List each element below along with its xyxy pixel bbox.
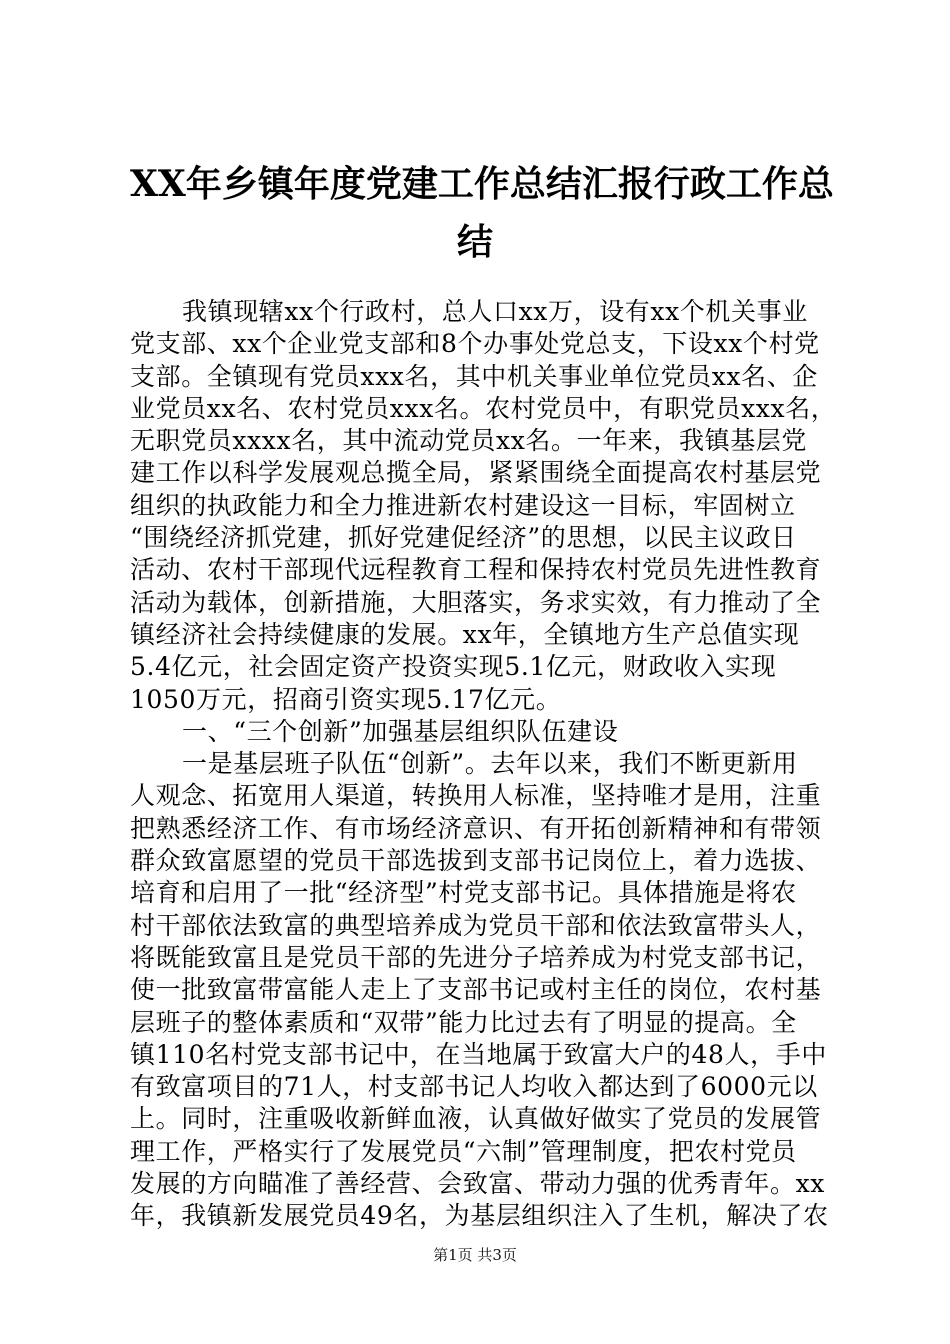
body-line: 组织的执政能力和全力推进新农村建设这一目标，牢固树立 bbox=[130, 490, 796, 520]
body-line: 群众致富愿望的党员干部选拔到支部书记岗位上，着力选拔、 bbox=[130, 846, 822, 876]
body-line: 无职党员xxxx名，其中流动党员xx名。一年来，我镇基层党 bbox=[130, 426, 807, 456]
body-line: 1050万元，招商引资实现5.17亿元。 bbox=[130, 684, 562, 714]
body-line: 培育和启用了一批“经济型”村党支部书记。具体措施是将农 bbox=[130, 878, 797, 908]
body-line: 人观念、拓宽用人渠道，转换用人标准，坚持唯才是用，注重 bbox=[130, 781, 822, 811]
body-line: 把熟悉经济工作、有市场经济意识、有开拓创新精神和有带领 bbox=[130, 813, 822, 843]
body-line: 建工作以科学发展观总揽全局，紧紧围绕全面提高农村基层党 bbox=[130, 458, 822, 488]
body-line: 镇经济社会持续健康的发展。xx年，全镇地方生产总值实现 bbox=[130, 619, 800, 649]
body-line: 有致富项目的71人，村支部书记人均收入都达到了6000元以 bbox=[130, 1072, 818, 1102]
body-line: 镇110名村党支部书记中，在当地属于致富大户的48人，手中 bbox=[130, 1039, 827, 1069]
body-line: 将既能致富且是党员干部的先进分子培养成为村党支部书记， bbox=[130, 942, 822, 972]
body-line: 上。同时，注重吸收新鲜血液，认真做好做实了党员的发展管 bbox=[130, 1104, 822, 1134]
body-line: 党支部、xx个企业党支部和8个办事处党总支，下设xx个村党 bbox=[130, 329, 820, 359]
page-number: 第1页 共3页 bbox=[433, 1246, 517, 1264]
body-line: 发展的方向瞄准了善经营、会致富、带动力强的优秀青年。xx bbox=[130, 1169, 826, 1199]
body-line: 使一批致富带富能人走上了支部书记或村主任的岗位，农村基 bbox=[130, 975, 822, 1005]
body-line: 活动为载体，创新措施，大胆落实，务求实效，有力推动了全 bbox=[130, 587, 822, 617]
body-line: 层班子的整体素质和“双带”能力比过去有了明显的提高。全 bbox=[130, 1007, 797, 1037]
document-body bbox=[130, 296, 837, 1233]
body-line: 支部。全镇现有党员xxx名，其中机关事业单位党员xx名、企 bbox=[130, 361, 818, 391]
body-line: “围绕经济抓党建，抓好党建促经济”的思想，以民主议政日 bbox=[130, 523, 797, 553]
body-line: 5.4亿元，社会固定资产投资实现5.1亿元，财政收入实现 bbox=[130, 652, 777, 682]
body-line: 理工作，严格实行了发展党员“六制”管理制度，把农村党员 bbox=[130, 1136, 797, 1166]
body-line: 活动、农村干部现代远程教育工程和保持农村党员先进性教育 bbox=[130, 555, 822, 585]
body-line: 年，我镇新发展党员49名，为基层组织注入了生机，解决了农 bbox=[130, 1201, 829, 1231]
body-line: 业党员xx名、农村党员xxx名。农村党员中，有职党员xxx名， bbox=[130, 393, 837, 423]
body-line: 一是基层班子队伍“创新”。去年以来，我们不断更新用 bbox=[182, 749, 798, 779]
document-title-line-1: XX年乡镇年度党建工作总结汇报行政工作总 bbox=[130, 163, 834, 205]
section-heading: 一、“三个创新”加强基层组织队伍建设 bbox=[182, 716, 619, 746]
document-title-line-2: 结 bbox=[456, 221, 493, 263]
body-line: 村干部依法致富的典型培养成为党员干部和依法致富带头人， bbox=[130, 910, 822, 940]
body-line: 我镇现辖xx个行政村，总人口xx万，设有xx个机关事业 bbox=[182, 297, 808, 326]
